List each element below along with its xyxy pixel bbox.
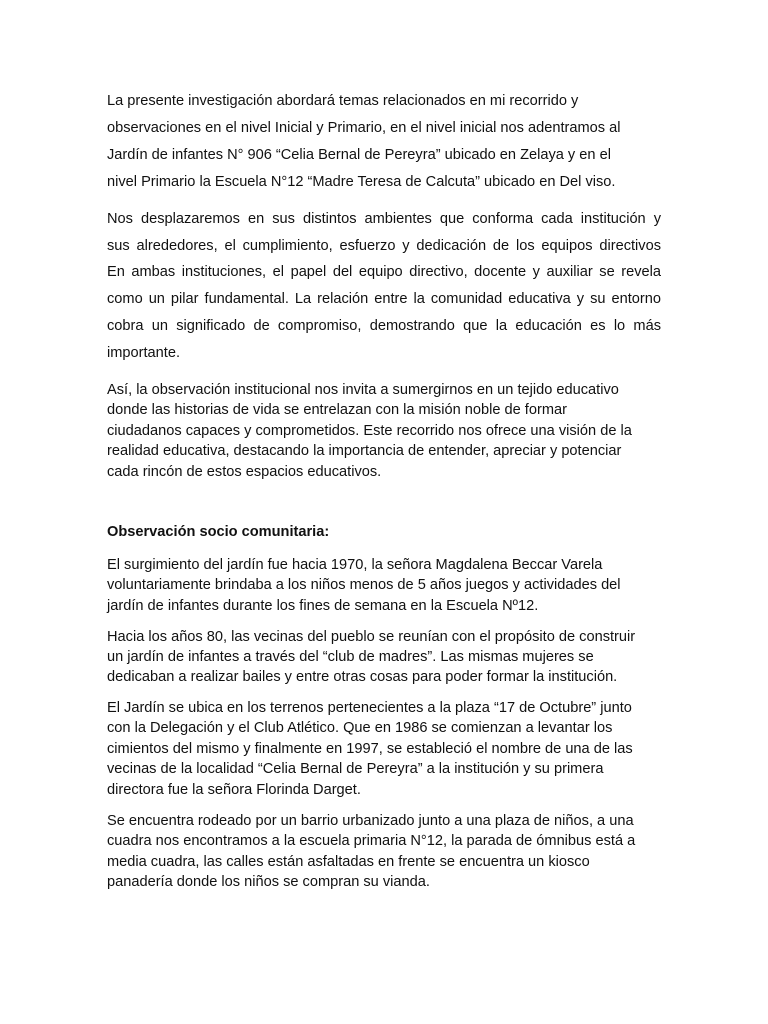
text-line: con la Delegación y el Club Atlético. Que en 1986 se comienzan a levantar los (107, 720, 613, 736)
section-heading: Observación socio comunitaria: (107, 524, 330, 540)
text-line: un jardín de infantes a través del “club de madres”. Las mismas mujeres se (107, 649, 594, 665)
text-line: importante. (107, 345, 181, 361)
text-line: El surgimiento del jardín fue hacia 1970, la señora Magdalena Beccar Varela (107, 557, 603, 573)
text-line: Jardín de infantes N° 906 “Celia Bernal de Pereyra” ubicado en Zelaya y en el (107, 147, 611, 163)
text-line: En ambas instituciones, el papel del equipo directivo, docente y auxiliar se revela (107, 264, 661, 280)
text-line: Nos desplazaremos en sus distintos ambientes que conforma cada institución y (107, 211, 661, 227)
text-line: panadería donde los niños se compran su vianda. (107, 874, 430, 890)
text-line: vecinas de la localidad “Celia Bernal de Pereyra” a la institución y su primera (107, 761, 604, 777)
text-line: sus alrededores, el cumplimiento, esfuerzo y dedicación de los equipos directivos (107, 238, 661, 254)
text-line: jardín de infantes durante los fines de semana en la Escuela Nº12. (107, 598, 539, 614)
text-line: La presente investigación abordará temas relacionados en mi recorrido y (107, 93, 579, 109)
text-line: cimientos del mismo y finalmente en 1997, se estableció el nombre de una de las (107, 741, 633, 757)
text-line: Hacia los años 80, las vecinas del pueblo se reunían con el propósito de construir (107, 629, 636, 645)
text-line: realidad educativa, destacando la importancia de entender, apreciar y potenciar (107, 443, 622, 459)
text-line: directora fue la señora Florinda Darget. (107, 782, 361, 798)
text-line: El Jardín se ubica en los terrenos pertenecientes a la plaza “17 de Octubre” junto (107, 700, 632, 716)
text-line: observaciones en el nivel Inicial y Primario, en el nivel inicial nos adentramos al (107, 120, 621, 136)
text-line: cada rincón de estos espacios educativos. (107, 464, 382, 480)
text-line: ciudadanos capaces y comprometidos. Este recorrido nos ofrece una visión de la (107, 423, 632, 439)
text-line: cuadra nos encontramos a la escuela primaria N°12, la parada de ómnibus está a (107, 833, 636, 849)
text-line: dedicaban a realizar bailes y entre otras cosas para poder formar la institución. (107, 669, 618, 685)
text-line: media cuadra, las calles están asfaltadas en frente se encuentra un kiosco (107, 854, 590, 870)
text-line: Así, la observación institucional nos invita a sumergirnos en un tejido educativo (107, 382, 619, 398)
text-line: donde las historias de vida se entrelazan con la misión noble de formar (107, 402, 567, 418)
text-line: nivel Primario la Escuela N°12 “Madre Teresa de Calcuta” ubicado en Del viso. (107, 174, 616, 190)
text-line: Se encuentra rodeado por un barrio urbanizado junto a una plaza de niños, a una (107, 813, 634, 829)
text-line: cobra un significado de compromiso, demostrando que la educación es lo más (107, 318, 661, 334)
text-line: voluntariamente brindaba a los niños menos de 5 años juegos y actividades del (107, 577, 621, 593)
text-line: como un pilar fundamental. La relación entre la comunidad educativa y su entorno (107, 291, 661, 307)
